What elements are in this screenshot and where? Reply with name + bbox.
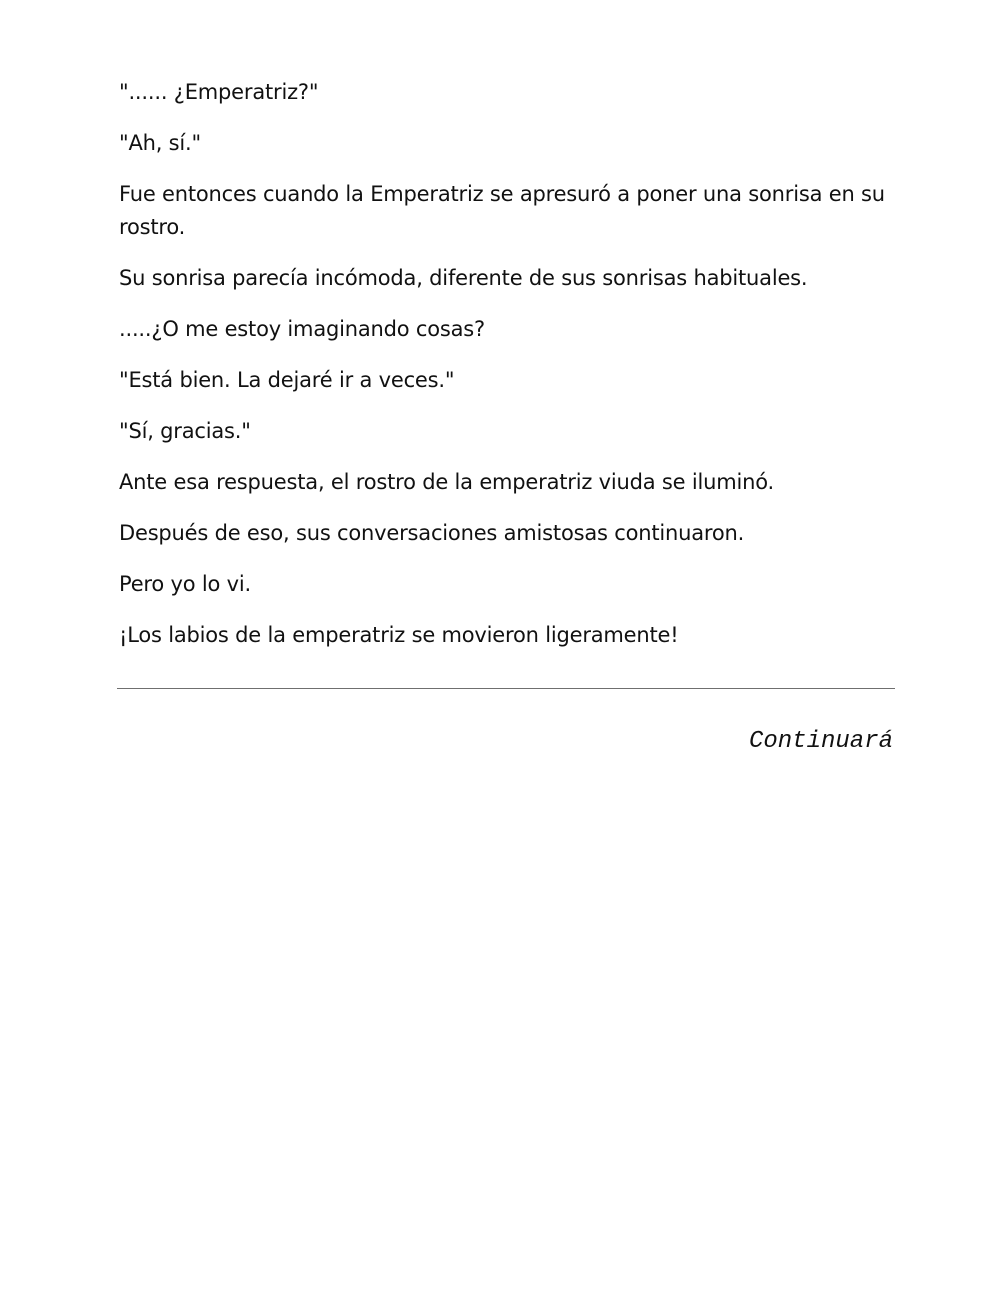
- paragraph-8: Ante esa respuesta, el rostro de la emperatriz viuda se iluminó.: [119, 470, 774, 494]
- section-divider: [117, 688, 895, 689]
- paragraph-5: .....¿O me estoy imaginando cosas?: [119, 317, 485, 341]
- paragraph-11: ¡Los labios de la emperatriz se movieron ligeramente!: [119, 623, 679, 647]
- paragraph-10: Pero yo lo vi.: [119, 572, 251, 596]
- paragraph-1: "...... ¿Emperatriz?": [119, 80, 319, 104]
- paragraph-3: Fue entonces cuando la Emperatriz se apresuró a poner una sonrisa en su rostro.: [119, 182, 885, 239]
- paragraph-2: "Ah, sí.": [119, 131, 201, 155]
- paragraph-6: "Está bien. La dejaré ir a veces.": [119, 368, 455, 392]
- to-be-continued-label: Continuará: [748, 728, 893, 755]
- story-text: [119, 76, 899, 670]
- paragraph-4: Su sonrisa parecía incómoda, diferente de sus sonrisas habituales.: [119, 266, 808, 290]
- paragraph-7: "Sí, gracias.": [119, 419, 251, 443]
- paragraph-9: Después de eso, sus conversaciones amistosas continuaron.: [119, 521, 745, 545]
